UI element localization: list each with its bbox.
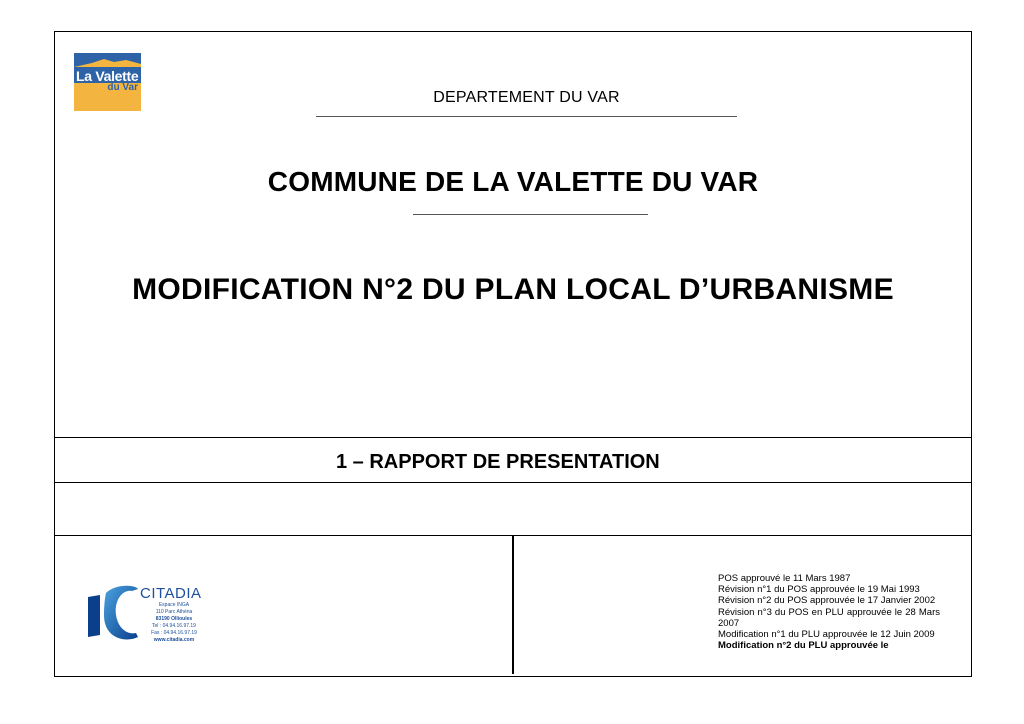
- history-item: Révision n°2 du POS approuvée le 17 Janvier 2002: [718, 595, 936, 607]
- logo-text-sub: du Var: [107, 82, 138, 93]
- history-item: Révision n°1 du POS approuvée le 19 Mai 1993: [718, 584, 920, 596]
- divider: [54, 482, 972, 483]
- phone-line: Tel : 04.94.16.97.19: [152, 623, 196, 629]
- column-divider: [512, 535, 514, 674]
- la-valette-logo: [74, 53, 141, 111]
- department-heading: DEPARTEMENT DU VAR: [433, 89, 620, 106]
- commune-heading: COMMUNE DE LA VALETTE DU VAR: [267, 166, 759, 197]
- divider: [54, 437, 972, 438]
- history-item: Révision n°3 du POS en PLU approuvée le 28 Mars 2007: [718, 606, 940, 629]
- website-line: www.citadia.com: [153, 637, 195, 643]
- address-line: 110 Parc Athéna: [155, 609, 193, 615]
- approval-history: [718, 573, 940, 651]
- fax-line: Fax : 04.94.16.97.19: [151, 630, 197, 636]
- citadia-emblem-icon: [86, 585, 140, 641]
- logo-text-main: La Valette: [76, 68, 139, 84]
- divider: [413, 214, 648, 215]
- history-item-current: Modification n°2 du PLU approuvée le: [718, 640, 889, 652]
- citadia-name: CITADIA: [140, 585, 202, 602]
- document-title: MODIFICATION N°2 DU PLAN LOCAL D’URBANISME: [132, 273, 894, 306]
- address-line: 83190 Ollioules: [155, 616, 193, 622]
- history-item: POS approuvé le 11 Mars 1987: [718, 573, 851, 584]
- history-item: Modification n°1 du PLU approuvée le 12 Juin 2009: [718, 629, 935, 641]
- address-line: Espace INGA: [158, 602, 190, 608]
- citadia-address: [148, 602, 200, 644]
- section-title: 1 – RAPPORT DE PRESENTATION: [336, 451, 660, 473]
- citadia-logo: [86, 585, 216, 645]
- divider: [316, 116, 737, 117]
